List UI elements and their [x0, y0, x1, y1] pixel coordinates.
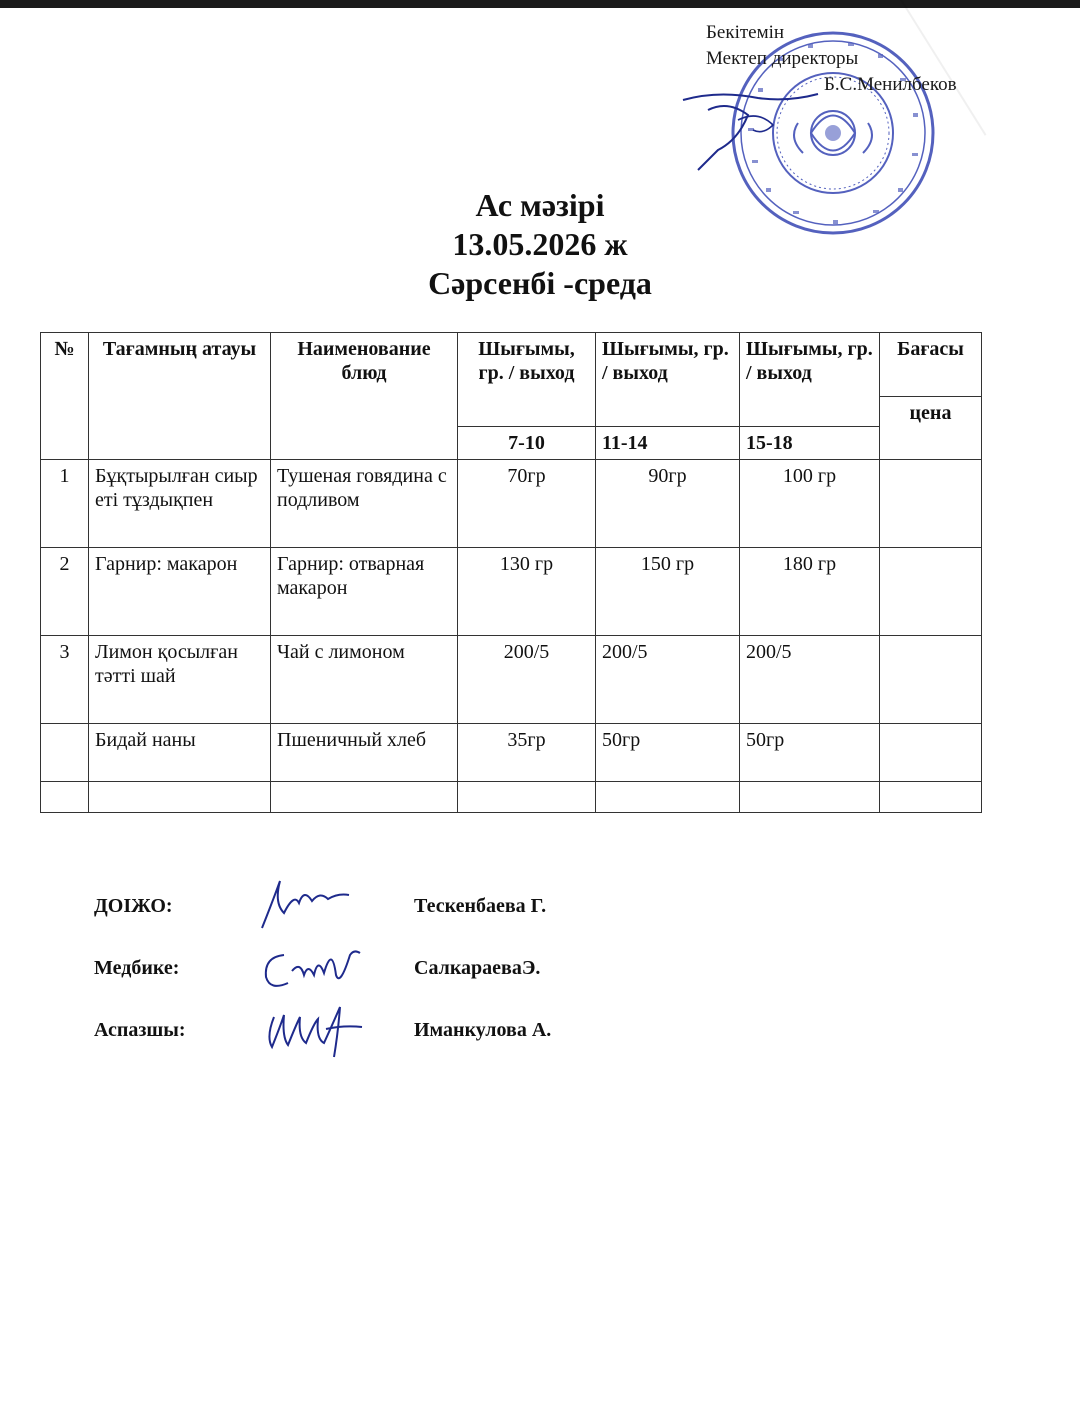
menu-title-block [0, 186, 1080, 303]
menu-weekday: Сәрсенбі -среда [428, 265, 652, 301]
row-num: 3 [41, 636, 89, 724]
row-yield-3: 50гр [740, 724, 880, 782]
header-price-kz: Бағасы [880, 333, 982, 397]
signer-signature [254, 935, 364, 995]
signer-name: СалкараеваЭ. [414, 957, 541, 979]
header-yield-2: Шығымы, гр. / выход [596, 333, 740, 427]
scan-top-edge [0, 0, 1080, 8]
row-name-ru: Чай с лимоном [271, 636, 458, 724]
row-name-kz: Бидай наны [89, 724, 271, 782]
header-num: № [41, 333, 89, 460]
menu-table [40, 332, 982, 813]
row-yield-1: 70гр [458, 460, 596, 548]
row-name-kz: Бұқтырылған сиыр еті тұздықпен [89, 460, 271, 548]
header-yield-1: Шығымы, гр. / выход [458, 333, 596, 427]
row-price [880, 636, 982, 724]
header-age-2: 11-14 [596, 427, 740, 460]
header-name-ru: Наименование блюд [271, 333, 458, 460]
row-name-kz: Гарнир: макарон [89, 548, 271, 636]
row-yield-2: 150 гр [596, 548, 740, 636]
signer-role: Аспазшы: [94, 1019, 186, 1041]
signer-role: ДОІЖО: [94, 895, 173, 917]
row-name-ru: Тушеная говядина с подливом [271, 460, 458, 548]
row-price [880, 548, 982, 636]
row-name-ru: Гарнир: отварная макарон [271, 548, 458, 636]
row-num [41, 724, 89, 782]
header-name-kz: Тағамның атауы [89, 333, 271, 460]
table-row-empty [41, 782, 982, 813]
empty-cell [41, 782, 89, 813]
row-num: 2 [41, 548, 89, 636]
row-yield-1: 35гр [458, 724, 596, 782]
row-yield-1: 130 гр [458, 548, 596, 636]
row-yield-1: 200/5 [458, 636, 596, 724]
signer-row [94, 1019, 694, 1059]
row-price [880, 460, 982, 548]
empty-cell [596, 782, 740, 813]
row-name-ru: Пшеничный хлеб [271, 724, 458, 782]
row-num: 1 [41, 460, 89, 548]
director-name: Б.С.Менилбеков [824, 74, 957, 95]
header-age-1: 7-10 [458, 427, 596, 460]
empty-cell [880, 782, 982, 813]
approval-line-1: Бекітемін [706, 22, 785, 43]
row-yield-2: 90гр [596, 460, 740, 548]
approval-line-2: Мектеп директоры [706, 48, 859, 69]
signer-name: Тескенбаева Г. [414, 895, 547, 917]
empty-cell [271, 782, 458, 813]
empty-cell [89, 782, 271, 813]
table-row [41, 636, 982, 724]
row-yield-3: 180 гр [740, 548, 880, 636]
director-signature [678, 70, 828, 180]
row-yield-2: 200/5 [596, 636, 740, 724]
row-yield-2: 50гр [596, 724, 740, 782]
menu-title: Ас мәзірі [475, 187, 605, 223]
table-row [41, 460, 982, 548]
row-yield-3: 100 гр [740, 460, 880, 548]
signer-name: Иманкулова А. [414, 1019, 552, 1041]
row-price [880, 724, 982, 782]
signer-signature [254, 997, 374, 1061]
header-age-3: 15-18 [740, 427, 880, 460]
header-yield-3: Шығымы, гр. / выход [740, 333, 880, 427]
table-row [41, 548, 982, 636]
signer-role: Медбике: [94, 957, 180, 979]
menu-date: 13.05.2026 ж [452, 226, 628, 262]
signer-row [94, 957, 694, 997]
signer-signature [254, 873, 354, 933]
empty-cell [458, 782, 596, 813]
signer-row [94, 895, 694, 935]
header-price-ru: цена [880, 397, 982, 460]
row-yield-3: 200/5 [740, 636, 880, 724]
row-name-kz: Лимон қосылған тәтті шай [89, 636, 271, 724]
table-row [41, 724, 982, 782]
empty-cell [740, 782, 880, 813]
